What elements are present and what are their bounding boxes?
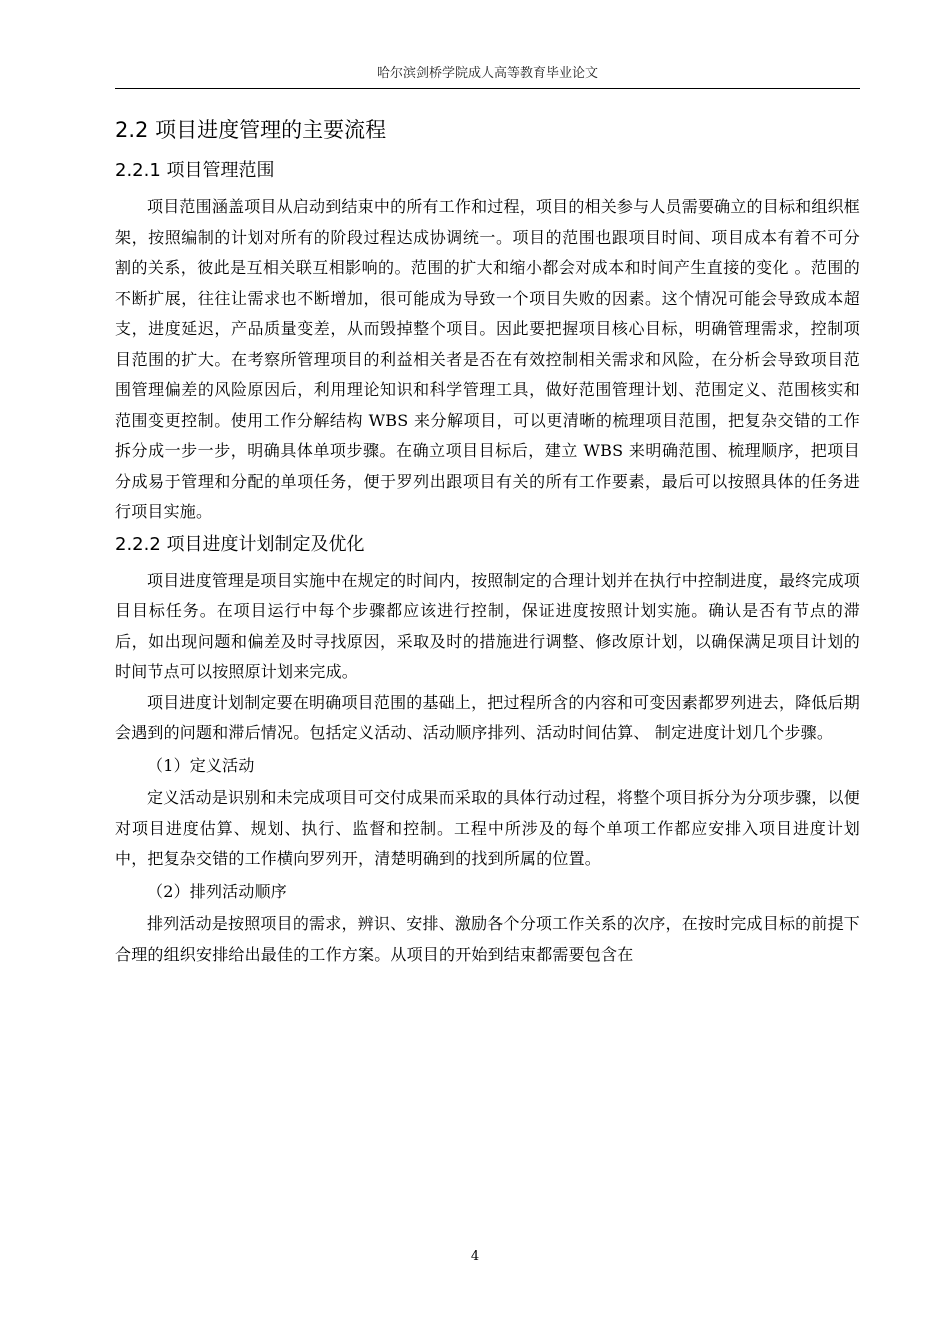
schedule-paragraph-1: 项目进度管理是项目实施中在规定的时间内，按照制定的合理计划并在执行中控制进度，最终完成项目目标任务。在项目运行中每个步骤都应该进行控制，保证进度按照计划实施。确认是否有节点的滞后，如出现问题和偏差及时寻找原因，采取及时的措施进行调整、修改原计划，以确保满足项目计划的时间节点可以按照原计划来完成。 <box>115 570 860 681</box>
subsection-heading-schedule: 2.2.2 项目进度计划制定及优化 <box>115 533 365 555</box>
define-activities-paragraph: 定义活动是识别和未完成项目可交付成果而采取的具体行动过程，将整个项目拆分为分项步骤，以便对项目进度估算、规划、执行、监督和控制。工程中所涉及的每个单项工作都应安排入项目进度计划中，把复杂交错的工作横向罗列开，清楚明确到的找到所属的位置。 <box>115 788 860 868</box>
page-content <box>115 112 860 970</box>
subsection-heading-scope: 2.2.1 项目管理范围 <box>115 160 275 181</box>
page-number: 4 <box>470 1249 480 1264</box>
item-label-define-activities: （1）定义活动 <box>147 755 255 775</box>
item-label-sequence-activities: （2）排列活动顺序 <box>147 881 287 901</box>
sequence-activities-paragraph: 排列活动是按照项目的需求，辨识、安排、激励各个分项工作关系的次序，在按时完成目标的前提下合理的组织安排给出最佳的工作方案。从项目的开始到结束都需要包含在 <box>115 914 860 964</box>
schedule-paragraph-2: 项目进度计划制定要在明确项目范围的基础上，把过程所含的内容和可变因素都罗列进去，降低后期会遇到的问题和滞后情况。包括定义活动、活动顺序排列、活动时间估算、 制定进度计划几个步骤。 <box>115 692 860 742</box>
page-header: 哈尔滨剑桥学院成人高等教育毕业论文 <box>115 62 860 89</box>
scope-paragraph: 项目范围涵盖项目从启动到结束中的所有工作和过程，项目的相关参与人员需要确立的目标和组织框架，按照编制的计划对所有的阶段过程达成协调统一。项目的范围也跟项目时间、项目成本有着不可分割的关系，彼此是互相关联互相影响的。范围的扩大和缩小都会对成本和时间产生直接的变化 。范围的不断扩展，往往让需求也不断增加，很可能成为导致一个项目失败的因素。这个情况可能会导致成本超支，进度延迟，产品质量变差，从而毁掉整个项目。因此要把握项目核心目标，明确管理需求，控制项目范围的扩大。在考察所管理项目的利益相关者是否在有效控制相关需求和风险，在分析会导致项目范围管理偏差的风险原因后，利用理论知识和科学管理工具，做好范围管理计划、范围定义、范围核实和范围变更控制。使用工作分解结构 WBS 来分解项目，可以更清晰的梳理项目范围，把复杂交错的工作拆分成一步一步，明确具体单项步骤。在确立项目目标后，建立 WBS 来明确范围、梳理顺序，把项目分成易于管理和分配的单项任务，便于罗列出跟项目有关的所有工作要素，最后可以按照具体的任务进行项目实施。 <box>115 197 860 521</box>
section-heading: 2.2 项目进度管理的主要流程 <box>115 118 387 142</box>
